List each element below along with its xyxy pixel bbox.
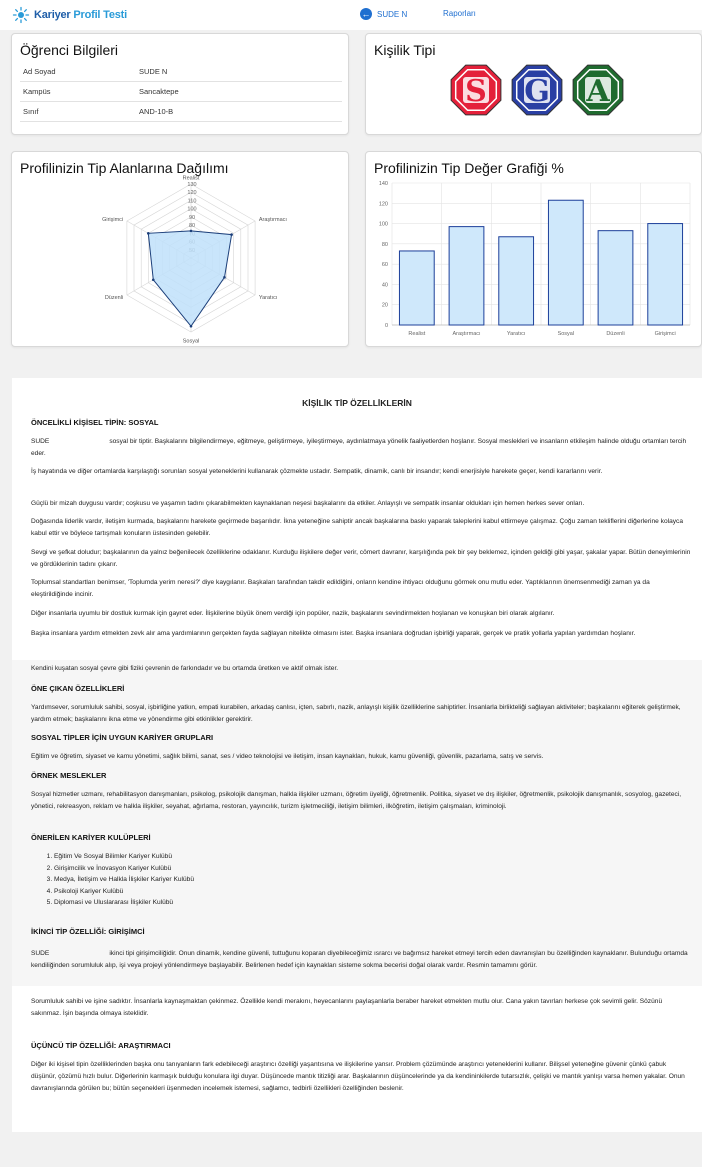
- bar-category-label: Girişimci: [654, 331, 676, 337]
- career-clubs-list: [48, 851, 448, 909]
- bar-y-tick-label: 120: [378, 201, 388, 208]
- bar-category-label: Yaratıcı: [506, 331, 526, 337]
- paragraph-text: ikinci tipi girişimciliğidir. Onun dinamik, kendine güvenli, tuttuğunu koparan diyebileceğimiz ısrarcı ve bağımsız hareket etmeyi tercih eden davranışları bu özelliğinden kaynaklanır. Bulunduğu ortamda kendiliğinden sorumluluk alıp, işi veya projeyi yönlendirmeye başlayabilir. Belirlenen hedef için kaynakları sisteme sokma becerisi doğal olarak vardır. Resmin tamamını görür.: [31, 950, 688, 969]
- row-value: AND-10-B: [136, 102, 342, 122]
- career-groups-text: Eğitim ve öğretim, siyaset ve kamu yönetimi, sağlık bilimi, sanat, ses / video teknolojisi ve iletişim, insan kaynakları, hukuk, kamu güvenliği, güvenlik, pazarlama, satış ve servis.: [31, 753, 544, 760]
- bar-y-tick-label: 20: [381, 302, 388, 309]
- example-jobs-text: Sosyal hizmetler uzmanı, rehabilitasyon danışmanları, psikolog, psikolojik danışman, halkla ilişkiler uzmanı, öğretim üyeliği, öğretmenlik. Politika, siyaset ve dış ilişkiler, öğretmenlik, psikolojik danışmanlık, sosyolog, gazeteci, yönetici, rekreasyon, reklam ve halkla ilişkiler, seyahat, ağırlama, restoran, yayıncılık, turizm işletmeciliği, iletişim bilimleri, ilköğretim, iletişim çalışmaları, kriminoloji.: [31, 791, 682, 810]
- paragraph-text: sosyal bir tiptir. Başkalarını bilgilendirmeye, eğitmeye, geliştirmeye, iyileştirmeye, aydınlatmaya yönelik faaliyetlerden hoşlanır. Sosyal meslekleri ve insanların etkileşim halinde olduğu ortamları tercih eder.: [31, 438, 687, 457]
- report-paragraph: [31, 436, 691, 460]
- radar-tick-label: 130: [187, 182, 197, 188]
- enterprising-badge-icon: [509, 62, 565, 118]
- student-info-table: [20, 62, 342, 122]
- social-badge-icon: [448, 62, 504, 118]
- report-paragraph: Doğasında liderlik vardır, iletişim kurmada, başkalarını harekete geçirmede başarılıdır. İkna yeteneğine sahiptir ancak başkalarına baskı yaparak taleplerini kabul ettirmeye çalışmaz. Çoğu zaman tekliflerini diğerlerine kolayca kabul ettir ve böylece tartışmalı konuların üstesinden gelebilir.: [31, 518, 684, 537]
- badge-letter: S: [465, 74, 487, 109]
- logo-accent: Profil Testi: [73, 9, 128, 21]
- bar-y-tick-label: 80: [381, 241, 388, 248]
- career-groups-heading: SOSYAL TİPLER İÇİN UYGUN KARİYER GRUPLARI: [31, 733, 214, 742]
- radar-point: [152, 278, 155, 281]
- row-label: Kampüs: [20, 82, 136, 102]
- table-row: [20, 102, 342, 122]
- primary-type-heading: ÖNCELİKLİ KİŞİSEL TİPİN: SOSYAL: [31, 418, 159, 427]
- report-main-title: KİŞİLİK TİP ÖZELLİKLERİN: [302, 398, 412, 408]
- row-label: Ad Soyad: [20, 62, 136, 82]
- reports-link[interactable]: Raporları: [443, 9, 476, 18]
- bar-y-tick-label: 40: [381, 282, 388, 289]
- radar-category-label: Sosyal: [182, 338, 200, 345]
- bar-category-label: Sosyal: [557, 331, 575, 337]
- radar-category-label: Realist: [182, 175, 200, 182]
- career-clubs-heading: ÖNERİLEN KARİYER KULÜPLERİ: [31, 833, 151, 842]
- radar-category-label: Girişimci: [102, 216, 124, 223]
- bar-y-tick-label: 0: [384, 323, 388, 329]
- logo-main: Kariyer: [34, 9, 74, 21]
- radar-point: [190, 325, 193, 328]
- bar-y-tick-label: 140: [378, 181, 388, 187]
- report-paragraph: Başka insanlara yardım etmekten zevk alır ama yardımlarının gerçekten fayda sağlayan nitelikte olmasını ister. Başka insanlara doğrudan işbirliği yaparak, gerçek ve pratik yollarla yapılan yardımdan hoşlanır.: [31, 630, 636, 637]
- list-item: 5. Diplomasi ve Uluslararası İlişkiler Kulübü: [54, 897, 448, 909]
- bar-chart-title: Profilinizin Tip Değer Grafiği %: [374, 160, 564, 176]
- logo-text: [34, 9, 127, 21]
- student-first-name: SUDE: [31, 438, 50, 445]
- radar-tick-label: 120: [187, 190, 197, 197]
- report-paragraph: Diğer insanlarla uyumlu bir dostluk kurmak için gayret eder. İlişkilerine büyük önem verdiği için popüler, nazik, başkalarını sevindirmekten hoşlanan ve konuşkan biri olarak algılanır.: [31, 610, 555, 617]
- radar-chart-title: Profilinizin Tip Alanlarına Dağılımı: [20, 160, 229, 176]
- second-type-heading: İKİNCİ TİP ÖZELLİĞİ: GİRİŞİMCİ: [31, 927, 145, 936]
- radar-chart: [12, 152, 350, 348]
- row-label: Sınıf: [20, 102, 136, 122]
- table-row: [20, 62, 342, 82]
- bar-y-tick-label: 60: [381, 262, 388, 269]
- student-info-card: [11, 33, 349, 135]
- bar-y-tick-label: 100: [378, 221, 388, 228]
- student-info-title: Öğrenci Bilgileri: [20, 42, 119, 58]
- radar-point: [230, 233, 233, 236]
- list-item: 2. Girişimcilik ve İnovasyon Kariyer Kulübü: [54, 863, 448, 875]
- report-panel-lower: [12, 660, 702, 986]
- bar-chart: [366, 152, 702, 348]
- list-item: 4. Psikoloji Kariyer Kulübü: [54, 886, 448, 898]
- bar-category-label: Araştırmacı: [452, 331, 481, 337]
- student-first-name: SUDE: [31, 950, 50, 957]
- radar-category-label: Düzenli: [104, 295, 124, 302]
- radar-tick-label: 90: [188, 214, 196, 221]
- example-jobs-heading: ÖRNEK MESLEKLER: [31, 771, 107, 780]
- bar: [449, 227, 484, 325]
- row-value: SUDE N: [136, 62, 342, 82]
- radar-chart-card: [11, 151, 349, 347]
- row-value: Sancaktepe: [136, 82, 342, 102]
- personality-badges: [448, 62, 626, 118]
- features-text: Yardımsever, sorumluluk sahibi, sosyal, işbirliğine yatkın, empati kurabilen, arkadaş canlısı, içten, sabırlı, nazik, anlayışlı kişilik özelliklerine sahiptirler. İnsanlarla birlikteliği sağlayan aktiviteler; başkalarını eğiterek geliştirmek, yardım etmek; başkalarını ikna etme ve yönendirme gibi etkinlikler gerektirir.: [31, 704, 681, 723]
- radar-tick-label: 80: [188, 223, 196, 230]
- radar-tick-label: 100: [187, 206, 197, 213]
- logo-icon: [12, 6, 30, 24]
- bar: [399, 251, 434, 325]
- report-paragraph: Sevgi ve şefkat doludur; başkalarının da yalnız beğenilecek özelliklerine odaklanır. Kurduğu ilişkilere değer verir, cömert davranır, karşılığında pek bir şey beklemez, içinden geldiği gibi yaşar, şakalar yapar. Bütün deneyimlerinin ve gördüklerinin tadını çıkarır.: [31, 549, 691, 568]
- app-logo[interactable]: [12, 6, 127, 24]
- bar-category-label: Realist: [408, 331, 426, 337]
- personality-type-card: [365, 33, 702, 135]
- bar: [499, 237, 534, 325]
- report-paragraph: Kendini kuşatan sosyal çevre gibi fiziki çevrenin de farkındadır ve bu ortamda üretken ve aktif olmak ister.: [31, 665, 339, 672]
- report-paragraph: İş hayatında ve diğer ortamlarda karşılaştığı sorunları sosyal yeteneklerini kullanarak çözmekte ustadır. Sempatik, dinamik, canlı bir insandır; kendi enerjisiyle harekete geçer, kendi kararlarını verir.: [31, 468, 603, 475]
- list-item: 1. Eğitim Ve Sosyal Bilimler Kariyer Kulübü: [54, 851, 448, 863]
- personality-type-title: Kişilik Tipi: [374, 42, 436, 58]
- arrow-left-icon: ←: [361, 9, 371, 19]
- report-panel: [12, 378, 702, 660]
- radar-tick-label: 110: [187, 198, 197, 205]
- list-item: 3. Medya, İletişim ve Halkla İlişkiler Kariyer Kulübü: [54, 874, 448, 886]
- bar: [548, 200, 583, 325]
- investigative-badge-icon: [570, 62, 626, 118]
- radar-point: [190, 230, 193, 233]
- report-paragraph: Sorumluluk sahibi ve işine sadıktır. İnsanlarla kaynaşmaktan çekinmez. Özellikle kendi merakını, heyecanlarını paylaşanlarla beraber hareket etmekten mutlu olur. Cana yakın tavırları herkese çok sevimli gelir. Sözünü sakınmaz. İşin başında olmaya isteklidir.: [31, 998, 663, 1017]
- badge-letter: G: [524, 74, 550, 109]
- badge-letter: A: [586, 74, 610, 109]
- header-student-name: SUDE N: [377, 9, 408, 19]
- report-paragraph: Toplumsal standartları benimser, 'Toplumda yerim neresi?' diye kaygılanır. Başkaları tarafından takdir edildiğini, onların kendine ihtiyacı olduğunu görmek onu mutlu eder. Yaptıklarının önemsenmediği zaman ya da eleştirildiğinde incinir.: [31, 579, 650, 598]
- radar-series-area: [148, 231, 231, 326]
- report-paragraph: [31, 948, 691, 972]
- radar-category-label: Araştırmacı: [258, 216, 287, 223]
- radar-point: [147, 232, 150, 235]
- features-heading: ÖNE ÇIKAN ÖZELLİKLERİ: [31, 684, 125, 693]
- table-row: [20, 82, 342, 102]
- bar-chart-card: [365, 151, 702, 347]
- bar: [598, 231, 633, 325]
- bar-category-label: Düzenli: [606, 331, 625, 337]
- bar: [648, 224, 683, 325]
- top-bar: [0, 0, 702, 30]
- report-paragraph: Diğer iki kişisel tipin özelliklerinden başka onu tanıyanların fark edebileceği araştırıcı özelliği yaşantısına ve ilişkilerine yansır. Problem çözümünde araştırıcı yeteneklerini kullanır. Bilişsel yeteneğine güvenir çünkü çabuk düşünür, çözümü hızlı bulur. Diğerlerinin karmaşık bulduğu konulara ilgi duyar. Düşüncede mantık titizliği arar. Başkalarının düşüncelerinde ya da kendininkilerde tutarsızlık, çelişki ve mantık yanlışı varsa hemen yakalar. Onun davranışlarında görülen bu; bütün seçenekleri üşenmeden incelemek istemesi, sağlamcı, tedbirli özellikleri özelliğinden beslenir.: [31, 1061, 685, 1092]
- radar-point: [223, 276, 226, 279]
- third-type-heading: ÜÇÜNCÜ TİP ÖZELLİĞİ: ARAŞTIRMACI: [31, 1041, 171, 1050]
- back-button[interactable]: [360, 8, 407, 20]
- report-paragraph: Güçlü bir mizah duygusu vardır; coşkusu ve yaşamın tadını çıkarabilmekten kaynaklanan neşesi başkalarını da etkiler. Anlayışlı ve sempatik insanlar oldukları için hemen herkes sever onları.: [31, 500, 585, 507]
- report-panel-end: [12, 986, 702, 1132]
- radar-category-label: Yaratıcı: [258, 295, 278, 302]
